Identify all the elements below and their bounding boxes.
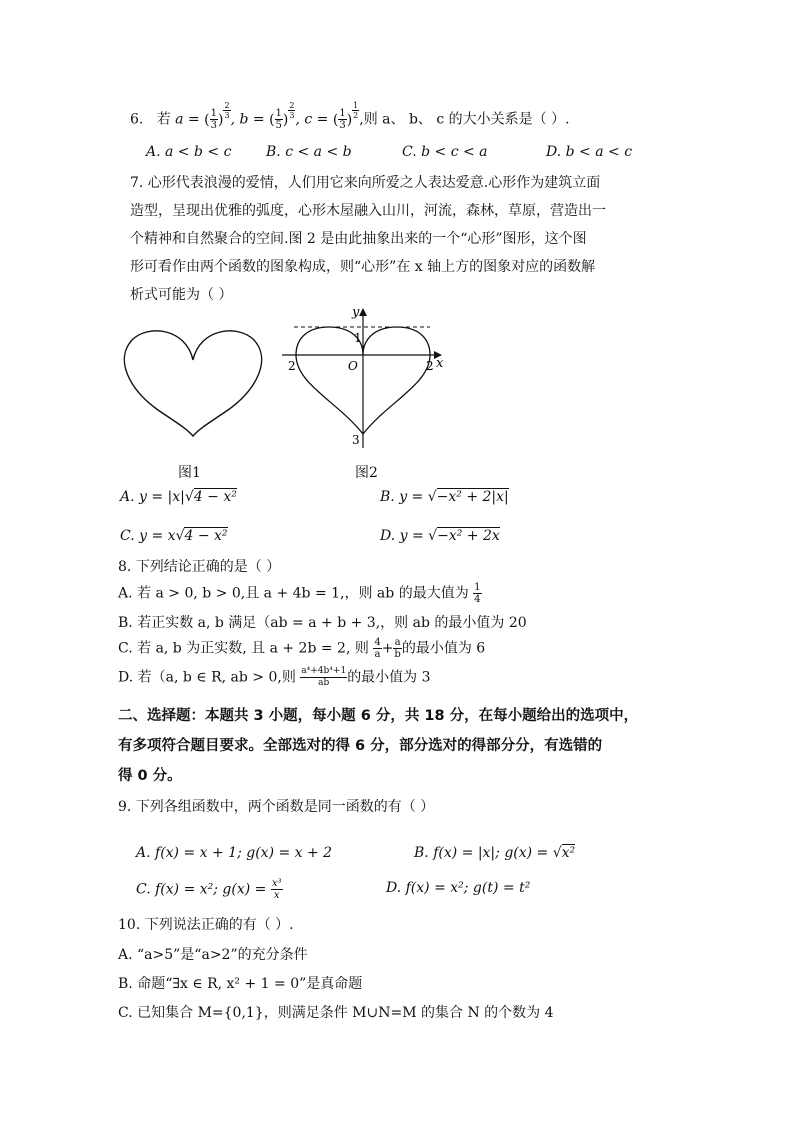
q6-lead: 若 bbox=[156, 111, 171, 128]
q10-option-a[interactable]: A. “a>5”是“a>2”的充分条件 bbox=[118, 947, 308, 963]
figure-2-caption: 图2 bbox=[355, 465, 378, 481]
q7-option-a[interactable]: A. y = |x|√4 − x² bbox=[120, 489, 237, 505]
q6-stem bbox=[130, 101, 570, 131]
q6-tail: ,则 a、 b、 c 的大小关系是（ ）. bbox=[359, 111, 570, 128]
q9-stem: 9. 下列各组函数中，两个函数是同一函数的有（ ） bbox=[118, 799, 435, 815]
q7-option-b[interactable]: B. y = √−x² + 2|x| bbox=[380, 489, 509, 505]
q6-option-a[interactable]: A. a < b < c bbox=[146, 144, 232, 160]
q6-b-power: ( $\frac{1}{5}$ ) $\frac{2}{3}$ bbox=[269, 101, 295, 131]
y-axis-arrow bbox=[359, 308, 367, 316]
q6-option-d[interactable]: D. b < a < c bbox=[546, 144, 633, 160]
label-origin: O bbox=[348, 359, 358, 373]
q6-b-expr: , b = bbox=[230, 111, 270, 128]
q7-line-1: 7. 心形代表浪漫的爱情，人们用它来向所爱之人表达爱意.心形作为建筑立面 bbox=[130, 175, 601, 191]
q7-line-5: 析式可能为（ ） bbox=[130, 287, 233, 303]
q9-option-d[interactable]: D. f(x) = x²; g(t) = t² bbox=[386, 880, 531, 896]
q6-number: 6. bbox=[130, 111, 144, 128]
label-two-right: 2 bbox=[426, 359, 434, 373]
q7-line-2: 造型，呈现出优雅的弧度，心形木屋融入山川，河流，森林，草原，营造出一 bbox=[130, 203, 606, 219]
figure-2-heart-graph bbox=[278, 302, 458, 452]
section-2-line-3: 得 0 分。 bbox=[118, 768, 182, 784]
label-two-left: 2 bbox=[288, 359, 296, 373]
q10-option-b[interactable]: B. 命题“∃x ∈ R, x² + 1 = 0”是真命题 bbox=[118, 976, 363, 992]
figure-1-heart bbox=[118, 318, 268, 440]
q6-c-expr: , c = bbox=[295, 111, 333, 128]
heart-outline bbox=[124, 331, 261, 436]
q7-option-d[interactable]: D. y = √−x² + 2x bbox=[380, 528, 500, 544]
q9-c-fraction: $\frac{\text{x³}}{x}$ bbox=[271, 878, 282, 901]
section-2-line-2: 有多项符合题目要求。全部选对的得 6 分，部分选对的得部分分，有选错的 bbox=[118, 738, 603, 754]
q6-c-power: ( $\frac{1}{3}$ ) $\frac{1}{2}$ bbox=[332, 101, 359, 131]
q6-a-power: ( $\frac{1}{3}$ ) $\frac{2}{3}$ bbox=[204, 101, 230, 131]
q10-stem: 10. 下列说法正确的有（ ）. bbox=[118, 917, 294, 933]
q7-line-4: 形可看作由两个函数的图象构成，则“心形”在 x 轴上方的图象对应的函数解 bbox=[130, 259, 596, 275]
q7-line-3: 个精神和自然聚合的空间.图 2 是由此抽象出来的一个“心形”图形，这个图 bbox=[130, 231, 587, 247]
q6-a-expr: a = bbox=[175, 111, 205, 128]
q8-option-a[interactable]: A. 若 a > 0, b > 0,且 a + 4b = 1,，则 ab 的最大值为 $\frac{1}{4}$ bbox=[118, 582, 481, 605]
q8-c-fraction-1: $\frac{4}{a}$ bbox=[374, 637, 381, 660]
q8-option-d[interactable]: D. 若（a, b ∈ R, ab > 0,则 $\frac{\text{a⁴+4b⁴+1}}{ab}$ 的最小值为 3 bbox=[118, 666, 431, 688]
section-2-line-1: 二、选择题：本题共 3 小题，每小题 6 分，共 18 分，在每小题给出的选项中， bbox=[118, 708, 639, 724]
q6-option-b[interactable]: B. c < a < b bbox=[266, 144, 352, 160]
q8-option-b[interactable]: B. 若正实数 a, b 满足（ab = a + b + 3,，则 ab 的最小值为 20 bbox=[118, 615, 527, 631]
label-three: 3 bbox=[352, 433, 360, 447]
label-x: x bbox=[436, 356, 444, 371]
q9-option-c[interactable]: C. f(x) = x²; g(x) = $\frac{\text{x³}}{x}$ bbox=[136, 878, 282, 901]
q7-option-c[interactable]: C. y = x√4 − x² bbox=[120, 528, 228, 544]
q9-option-a[interactable]: A. f(x) = x + 1; g(x) = x + 2 bbox=[136, 845, 333, 861]
q8-a-fraction: $\frac{1}{4}$ bbox=[474, 582, 481, 605]
q8-c-fraction-2: $\frac{a}{b}$ bbox=[394, 637, 401, 660]
q8-stem: 8. 下列结论正确的是（ ） bbox=[118, 559, 281, 575]
q8-option-c[interactable]: C. 若 a, b 为正实数, 且 a + 2b = 2, 则 $\frac{4}{a}$ + $\frac{a}{b}$ 的最小值为 6 bbox=[118, 637, 486, 660]
q8-d-fraction: $\frac{\text{a⁴+4b⁴+1}}{ab}$ bbox=[301, 666, 347, 688]
label-one: 1 bbox=[354, 331, 362, 345]
q10-option-c[interactable]: C. 已知集合 M={0,1}，则满足条件 M∪N=M 的集合 N 的个数为 4 bbox=[118, 1005, 554, 1021]
label-y: y bbox=[352, 305, 360, 320]
q6-option-c[interactable]: C. b < c < a bbox=[402, 144, 488, 160]
figure-1-caption: 图1 bbox=[178, 465, 201, 481]
q9-option-b[interactable]: B. f(x) = |x|; g(x) = √x² bbox=[414, 845, 576, 861]
